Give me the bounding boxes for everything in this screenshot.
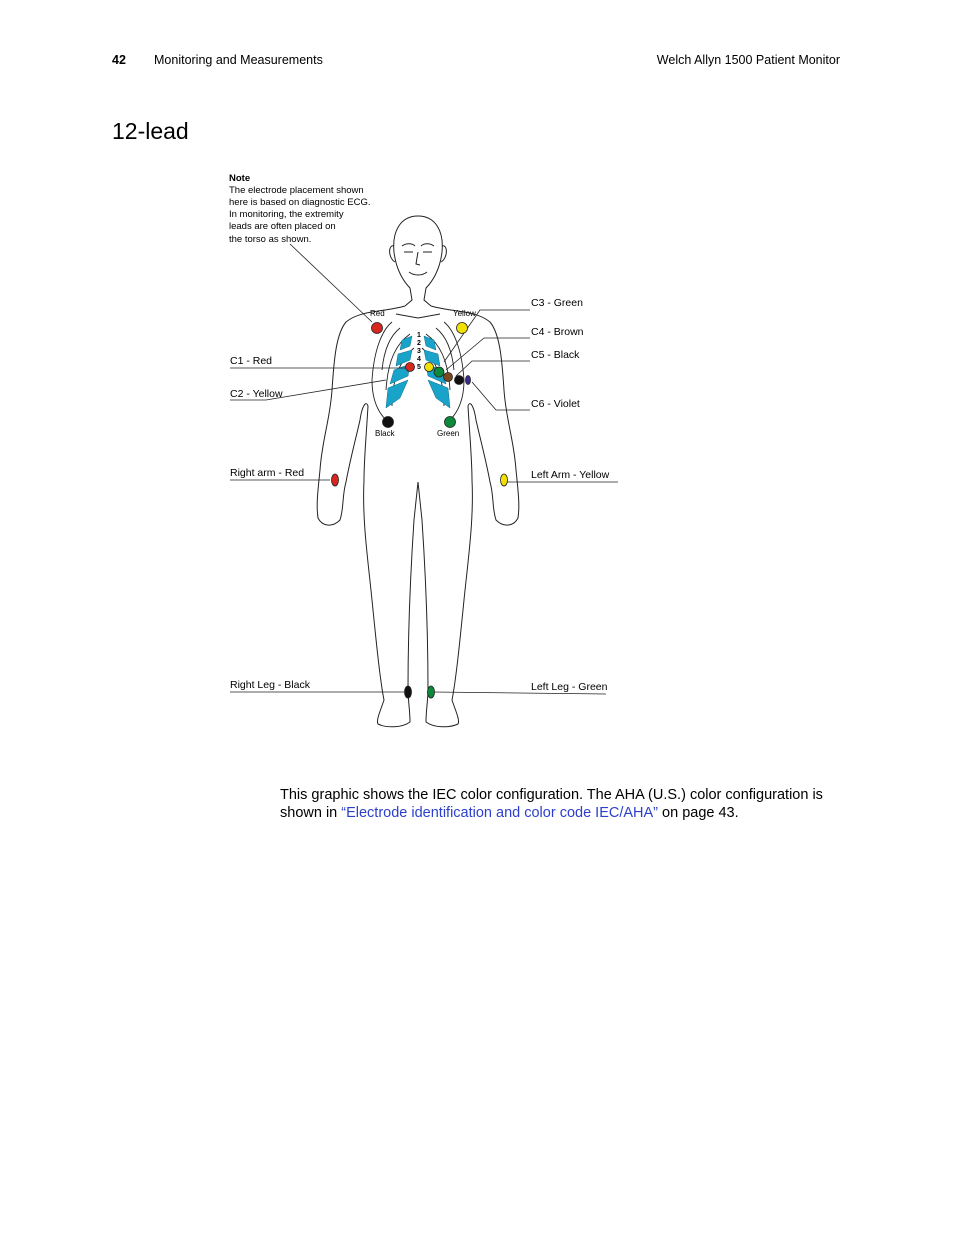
intercostal-number: 3	[417, 348, 421, 355]
label-c2: C2 - Yellow	[230, 388, 283, 400]
electrode-rl-torso	[383, 417, 394, 428]
electrode-right-leg	[405, 686, 412, 698]
label-c3: C3 - Green	[531, 297, 583, 309]
figure-caption	[280, 786, 850, 822]
page-title: 12-lead	[112, 118, 189, 144]
electrode-c5	[455, 376, 464, 385]
caption-text-end: on page 43.	[658, 805, 739, 821]
cross-reference-link[interactable]: “Electrode identification and color code IEC/AHA”	[341, 805, 659, 821]
electrode-c3	[434, 367, 444, 377]
caption-text: This graphic shows the IEC color configuration. The AHA (U.S.) color configuration is shown in	[280, 787, 823, 821]
torso-label-black: Black	[375, 429, 395, 438]
label-c1: C1 - Red	[230, 355, 273, 367]
torso-label-yellow: Yellow	[453, 309, 476, 318]
electrode-c6	[466, 376, 471, 385]
note-line: The electrode placement shown	[229, 185, 364, 196]
section-title: Monitoring and Measurements	[154, 53, 323, 67]
label-c6: C6 - Violet	[531, 398, 580, 410]
electrode-left-arm	[501, 474, 508, 486]
product-name: Welch Allyn 1500 Patient Monitor	[656, 53, 840, 67]
intercostal-number: 1	[417, 332, 421, 339]
electrode-la-torso	[457, 323, 468, 334]
label-c4: C4 - Brown	[531, 326, 584, 338]
note-title: Note	[229, 173, 251, 184]
torso-label-green: Green	[437, 429, 460, 438]
electrode-c2	[425, 363, 434, 372]
intercostal-number: 4	[417, 356, 421, 363]
note-line: the torso as shown.	[229, 234, 312, 245]
page-number: 42	[112, 53, 126, 67]
electrode-c1	[406, 363, 415, 372]
note-line: leads are often placed on	[229, 221, 336, 232]
electrode-left-leg	[428, 686, 435, 698]
label-c5: C5 - Black	[531, 349, 580, 361]
body-outline	[317, 216, 519, 727]
electrode-ll-torso	[445, 417, 456, 428]
label-left-leg: Left Leg - Green	[531, 681, 608, 693]
electrodes	[332, 323, 508, 699]
note-line: here is based on diagnostic ECG.	[229, 197, 371, 208]
electrode-right-arm	[332, 474, 339, 486]
intercostal-number: 2	[417, 340, 421, 347]
label-left-arm: Left Arm - Yellow	[531, 469, 610, 481]
electrode-c4	[444, 373, 453, 382]
electrode-ra-torso	[372, 323, 383, 334]
intercostal-number: 5	[417, 364, 421, 371]
note-line: In monitoring, the extremity	[229, 209, 344, 220]
label-right-arm: Right arm - Red	[230, 467, 305, 479]
label-right-leg: Right Leg - Black	[230, 679, 310, 691]
torso-label-red: Red	[370, 309, 385, 318]
